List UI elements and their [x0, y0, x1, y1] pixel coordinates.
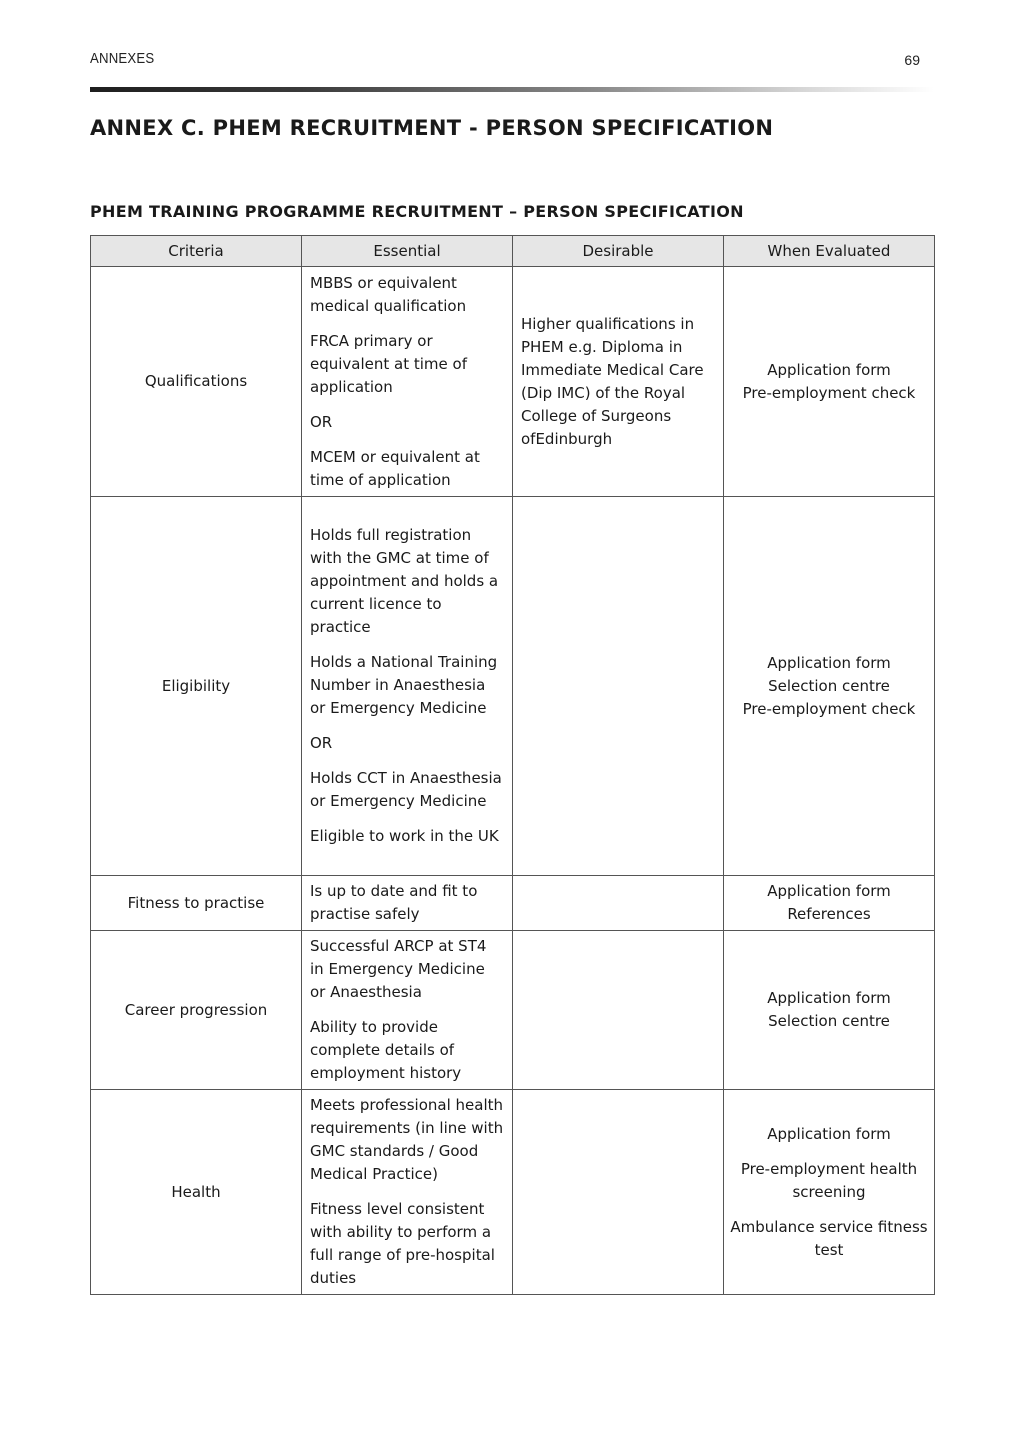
criteria-cell: Eligibility	[91, 497, 302, 876]
evaluation-method: Selection centre	[768, 676, 890, 695]
essential-item: OR	[310, 412, 333, 431]
table-row-qualifications	[91, 267, 935, 497]
table-title: PHEM TRAINING PROGRAMME RECRUITMENT – PERSON SPECIFICATION	[90, 202, 744, 221]
evaluation-method: Application form	[767, 882, 891, 900]
when-evaluated-cell	[724, 876, 935, 931]
when-evaluated-cell	[724, 497, 935, 876]
essential-item: MCEM or equivalent at time of application	[310, 447, 480, 489]
person-specification-table	[90, 235, 935, 1295]
essential-item: Holds a National Training Number in Anaesthesia or Emergency Medicine	[310, 653, 498, 717]
criteria-cell: Qualifications	[91, 267, 302, 497]
table-row-career-progression	[91, 931, 935, 1090]
criteria-cell: Health	[91, 1090, 302, 1295]
desirable-cell	[513, 876, 724, 931]
essential-item: OR	[310, 734, 333, 752]
desirable-cell: Higher qualifications in PHEM e.g. Diploma in Immediate Medical Care (Dip IMC) of the Royal College of Surgeons ofEdinburgh	[513, 267, 724, 497]
annex-title: ANNEX C. PHEM RECRUITMENT - PERSON SPECIFICATION	[90, 116, 774, 140]
evaluation-method: Ambulance service fitness test	[730, 1217, 928, 1259]
essential-item: Holds CCT in Anaesthesia or Emergency Medicine	[310, 769, 502, 810]
evaluation-method: References	[787, 905, 871, 923]
desirable-cell	[513, 1090, 724, 1295]
column-header-when-evaluated: When Evaluated	[724, 236, 935, 267]
when-evaluated-cell	[724, 1090, 935, 1295]
essential-item: Eligible to work in the UK	[310, 827, 499, 845]
when-evaluated-cell	[724, 931, 935, 1090]
essential-item: Fitness level consistent with ability to perform a full range of pre-hospital duties	[310, 1200, 495, 1287]
essential-item: FRCA primary or equivalent at time of application	[310, 331, 468, 396]
page-number: 69	[904, 52, 920, 68]
essential-item: MBBS or equivalent medical qualification	[310, 273, 467, 315]
running-header: ANNEXES	[90, 50, 155, 67]
evaluation-method: Pre-employment check	[742, 383, 916, 402]
essential-item: Ability to provide complete details of employment history	[310, 1018, 462, 1082]
evaluation-method: Pre-employment check	[742, 699, 916, 718]
essential-cell	[302, 267, 513, 497]
table-row-health	[91, 1090, 935, 1295]
desirable-cell	[513, 931, 724, 1090]
essential-item: Successful ARCP at ST4 in Emergency Medicine or Anaesthesia	[310, 937, 487, 1001]
essential-item: Holds full registration with the GMC at time of appointment and holds a current licence to practice	[310, 526, 499, 636]
table-row-eligibility	[91, 497, 935, 876]
evaluation-method: Application form	[767, 1124, 891, 1143]
evaluation-method: Pre-employment health screening	[740, 1159, 918, 1201]
when-evaluated-cell	[724, 267, 935, 497]
column-header-essential: Essential	[302, 236, 513, 267]
column-header-criteria: Criteria	[91, 236, 302, 267]
essential-item: Is up to date and fit to practise safely	[310, 882, 478, 923]
criteria-cell: Fitness to practise	[91, 876, 302, 931]
evaluation-method: Application form	[767, 360, 891, 379]
essential-cell	[302, 1090, 513, 1295]
criteria-cell: Career progression	[91, 931, 302, 1090]
header-rule	[90, 87, 934, 92]
essential-item: Meets professional health requirements (in line with GMC standards / Good Medical Practice)	[310, 1096, 504, 1183]
table-header-row	[91, 236, 935, 267]
column-header-desirable: Desirable	[513, 236, 724, 267]
essential-cell	[302, 876, 513, 931]
essential-cell	[302, 497, 513, 876]
evaluation-method: Selection centre	[768, 1012, 890, 1030]
table-row-fitness-to-practise	[91, 876, 935, 931]
essential-cell	[302, 931, 513, 1090]
evaluation-method: Application form	[767, 653, 891, 672]
evaluation-method: Application form	[767, 989, 891, 1007]
desirable-cell	[513, 497, 724, 876]
